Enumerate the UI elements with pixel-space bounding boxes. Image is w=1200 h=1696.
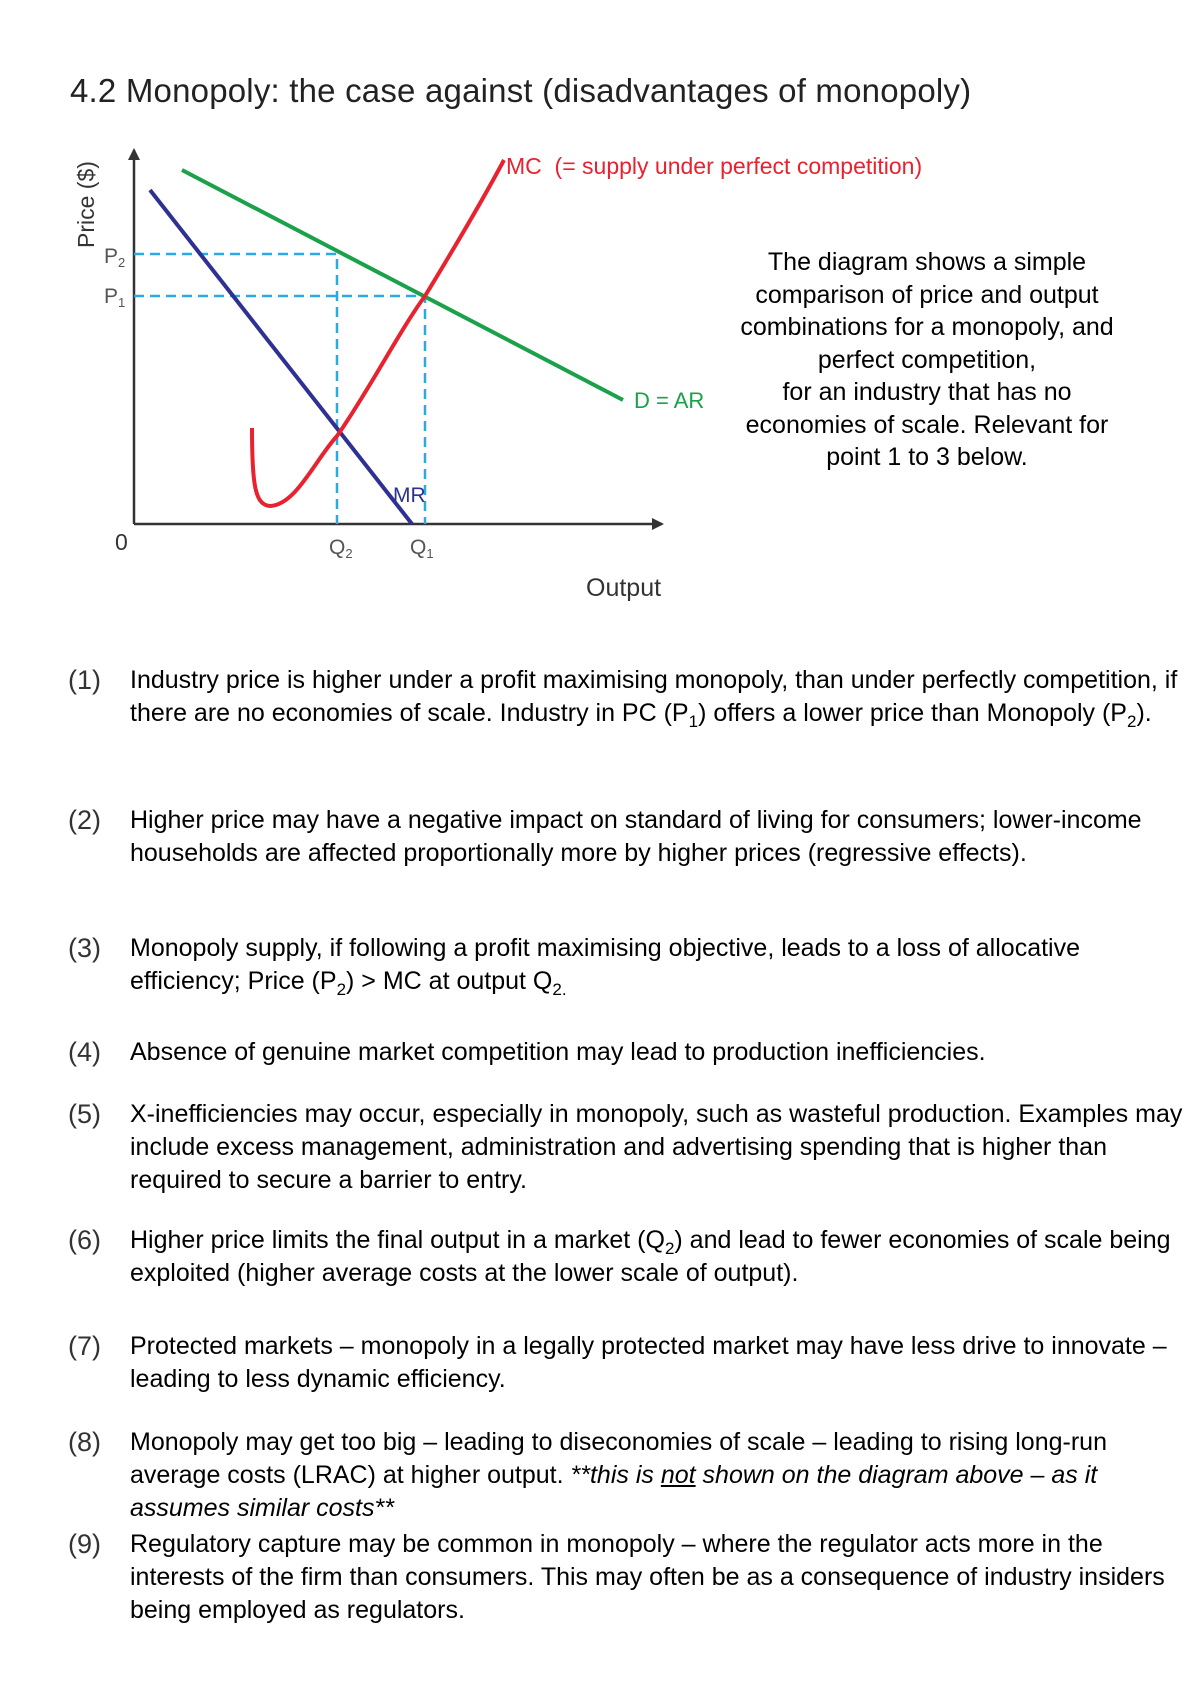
caption-line: point 1 to 3 below. xyxy=(826,443,1028,471)
demand-curve xyxy=(182,170,623,400)
demand-label: D = AR xyxy=(634,388,705,413)
item-text: Higher price may have a negative impact on standard of living for consumers; lower-income households are affected proportionally more by higher prices (regressive effects). xyxy=(130,806,1142,867)
diagram-note: **this is not shown on the diagram above – as it assumes similar costs** xyxy=(130,1461,1098,1522)
origin-label: 0 xyxy=(115,529,128,555)
item-text: X-inefficiencies may occur, especially in monopoly, such as wasteful production. Examples may include excess management, administration and advertising spending that is higher than required to secure a barrier to entry. xyxy=(130,1100,1183,1194)
item-number: (2) xyxy=(68,805,101,835)
item-text: Monopoly may get too big – leading to diseconomies of scale – leading to rising long-run average costs (LRAC) at higher output. **this is not shown on the diagram above – as it assumes similar costs** xyxy=(130,1428,1107,1522)
item-text: Higher price limits the final output in a market $(Q_2)$ and lead to fewer economies of scale being exploited (higher average costs at the lower scale of output). xyxy=(130,1226,1171,1287)
item-number: (6) xyxy=(68,1225,101,1255)
item-text: Monopoly supply, if following a profit maximising objective, leads to a loss of allocative efficiency; Price $(P_2)$ > MC at output $Q_{2.}$ xyxy=(130,934,1080,999)
y-axis-label: Price ($) xyxy=(73,161,99,248)
caption-line: The diagram shows a simple xyxy=(767,248,1087,276)
page-title: 4.2 Monopoly: the case against (disadvantages of monopoly) xyxy=(70,72,972,109)
caption-line: combinations for a monopoly, and xyxy=(740,313,1114,341)
item-number: (7) xyxy=(68,1331,101,1361)
item-number: (4) xyxy=(68,1037,101,1067)
caption-line: for an industry that has no xyxy=(782,378,1072,406)
caption-line: comparison of price and output xyxy=(755,280,1099,309)
caption-line: perfect competition, xyxy=(817,345,1037,374)
p1-label: P1 xyxy=(104,285,126,310)
mc-label: MC (= supply under perfect competition) xyxy=(506,153,923,179)
item-text: Protected markets – monopoly in a legally protected market may have less drive to innovate – leading to less dynamic efficiency. xyxy=(130,1332,1167,1393)
x-axis-label: Output xyxy=(586,574,662,602)
q1-label: Q1 xyxy=(410,536,434,561)
p1-guide-line xyxy=(134,296,425,524)
item-number: (9) xyxy=(68,1529,101,1559)
mc-curve xyxy=(252,160,504,506)
item-text: Absence of genuine market competition may lead to production inefficiencies. xyxy=(130,1038,986,1066)
mr-curve xyxy=(150,190,412,524)
diagram-caption xyxy=(692,246,1162,474)
q2-label: Q2 xyxy=(329,536,353,561)
item-number: (1) xyxy=(68,665,101,695)
item-number: (5) xyxy=(68,1099,101,1129)
item-text: Regulatory capture may be common in monopoly – where the regulator acts more in the interests of the firm than consumers. This may often be as a consequence of industry insiders being employed as regulators. xyxy=(130,1530,1165,1624)
mr-label: MR xyxy=(393,484,426,507)
item-number: (3) xyxy=(68,933,101,963)
item-number: (8) xyxy=(68,1427,101,1457)
item-text: Industry price is higher under a profit maximising monopoly, than under perfectly competition, if there are no economies of scale. Industry in PC $(P_1)$ offers a lower price than Monopoly $(P_2)$. xyxy=(130,666,1178,731)
p2-label: P2 xyxy=(104,245,126,270)
caption-line: economies of scale. Relevant for xyxy=(745,410,1109,439)
